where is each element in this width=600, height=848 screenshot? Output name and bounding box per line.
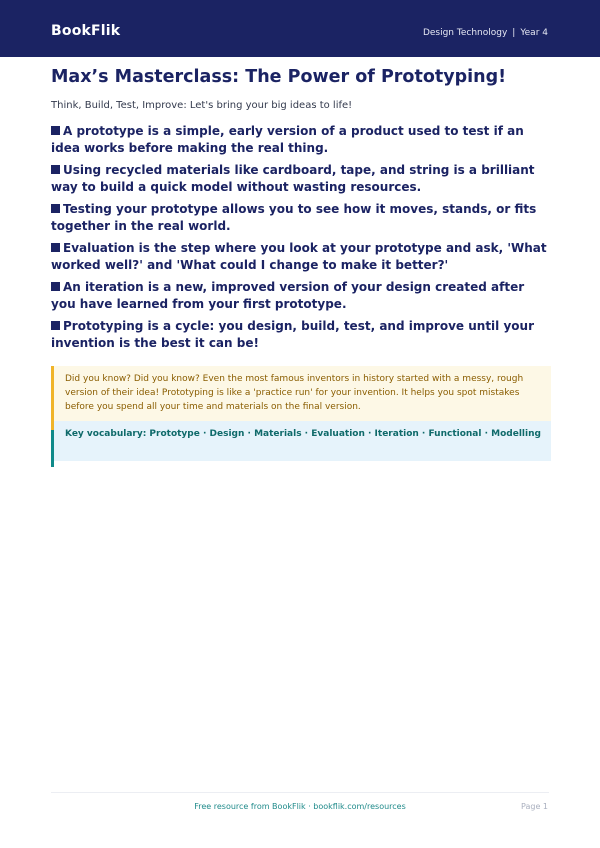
vocab-accent-bar	[51, 430, 54, 467]
page-subtitle: Think, Build, Test, Improve: Let's bring your big ideas to life!	[51, 100, 353, 111]
main-content	[51, 64, 549, 357]
footer-source-link[interactable]: Free resource from BookFlik · bookflik.com/resources	[194, 802, 406, 811]
year-label: Year 4	[520, 28, 548, 38]
list-item	[51, 201, 549, 235]
list-item	[51, 318, 549, 352]
brand-logo-text[interactable]: BookFlik	[51, 23, 121, 39]
list-item-text: Using recycled materials like cardboard, tape, and string is a brilliant way to build a quick model without wasting resources.	[51, 163, 535, 194]
list-item	[51, 123, 549, 157]
list-item	[51, 240, 549, 274]
list-item-text: Testing your prototype allows you to see how it moves, stands, or fits together in the real world.	[51, 202, 537, 233]
page-header	[0, 0, 600, 57]
square-bullet-icon	[51, 204, 60, 213]
square-bullet-icon	[51, 282, 60, 291]
did-you-know-tip: Did you know? Did you know? Even the most famous inventors in history started with a messy, rough version of their idea! Prototyping is like a 'practice run' for your invention. It helps you spot mistakes before you spend all your time and materials on the final version.	[54, 366, 551, 421]
list-item	[51, 279, 549, 313]
square-bullet-icon	[51, 321, 60, 330]
header-separator: |	[512, 28, 516, 38]
page-number: Page 1	[521, 802, 548, 811]
square-bullet-icon	[51, 126, 60, 135]
square-bullet-icon	[51, 243, 60, 252]
key-vocabulary: Key vocabulary: Prototype · Design · Materials · Evaluation · Iteration · Functional · Modelling	[54, 421, 551, 461]
square-bullet-icon	[51, 165, 60, 174]
info-callout	[51, 366, 551, 461]
key-points-list	[51, 123, 549, 352]
header-meta	[423, 28, 548, 38]
list-item-text: Prototyping is a cycle: you design, build, test, and improve until your invention is the best it can be!	[51, 319, 534, 350]
list-item-text: A prototype is a simple, early version of a product used to test if an idea works before making the real thing.	[51, 124, 524, 155]
footer-divider	[51, 792, 549, 793]
subject-label: Design Technology	[422, 28, 508, 38]
list-item-text: An iteration is a new, improved version of your design created after you have learned from your first prototype.	[51, 280, 525, 311]
page-title: Max’s Masterclass: The Power of Prototyping!	[51, 67, 507, 87]
list-item-text: Evaluation is the step where you look at your prototype and ask, 'What worked well?' and 'What could I change to make it better?'	[51, 241, 547, 272]
list-item	[51, 162, 549, 196]
